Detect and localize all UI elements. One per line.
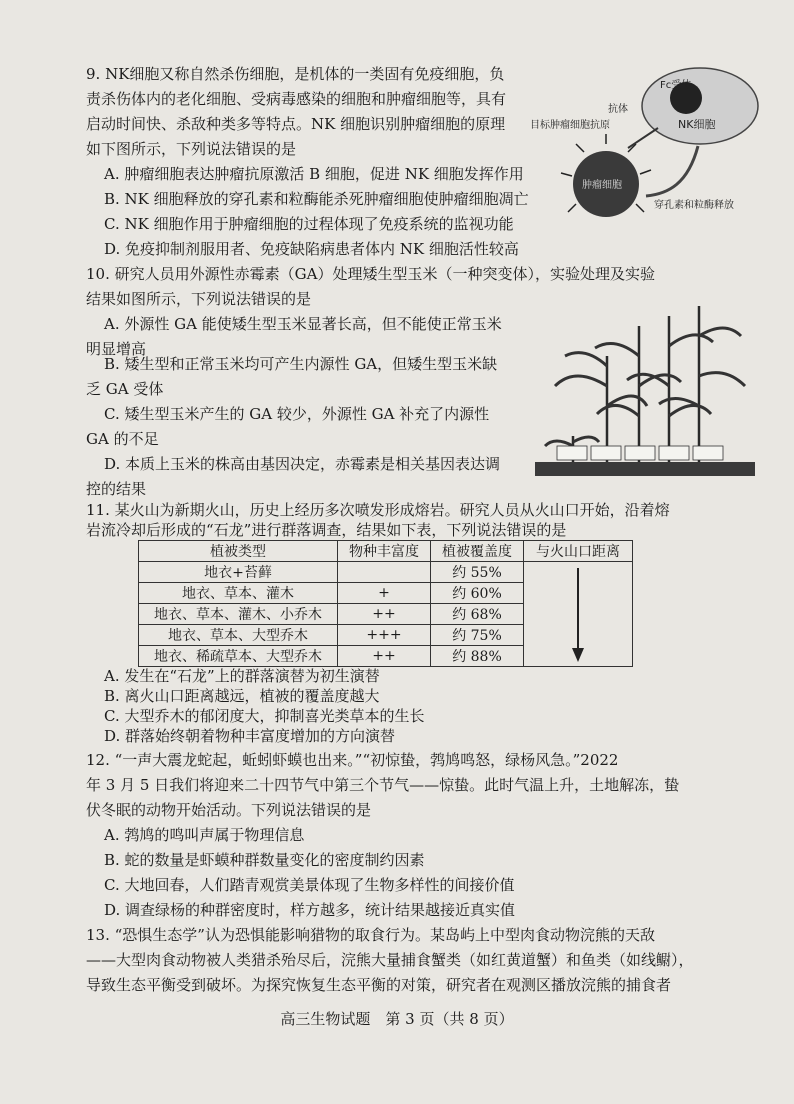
antibody-line bbox=[628, 128, 658, 148]
q10-option-d: D. 本质上玉米的株高由基因决定，赤霉素是相关基因表达调 bbox=[104, 455, 501, 473]
q10-option-b-cont: 乏 GA 受体 bbox=[86, 380, 164, 398]
corn-plants-figure bbox=[535, 296, 755, 482]
ground bbox=[535, 462, 755, 476]
cell-coverage: 约 88% bbox=[431, 646, 524, 667]
pot-labels bbox=[557, 446, 723, 460]
cell-coverage: 约 60% bbox=[431, 583, 524, 604]
q12-option-a: A. 鹁鸠的鸣叫声属于物理信息 bbox=[104, 826, 305, 844]
q9-line-2: 责杀伤体内的老化细胞、受病毒感染的细胞和肿瘤细胞等，具有 bbox=[86, 90, 507, 108]
cell-type: 地衣、稀疏草本、大型乔木 bbox=[139, 646, 338, 667]
q10-option-a: A. 外源性 GA 能使矮生型玉米显著长高，但不能使正常玉米 bbox=[104, 315, 502, 333]
q9-line-4: 如下图所示，下列说法错误的是 bbox=[86, 140, 297, 158]
cell-type: 地衣、草本、大型乔木 bbox=[139, 625, 338, 646]
q11-line-1: 11. 某火山为新期火山，历史上经历多次喷发形成熔岩。研究人员从火山口开始，沿着熔 bbox=[86, 501, 670, 519]
q12-option-c: C. 大地回春，人们踏青观赏美景体现了生物多样性的间接价值 bbox=[104, 876, 515, 894]
header-coverage: 植被覆盖度 bbox=[431, 541, 524, 562]
q11-option-c: C. 大型乔木的郁闭度大，抑制喜光类草本的生长 bbox=[104, 707, 425, 725]
cell-richness: ++ bbox=[338, 604, 431, 625]
q10-option-c-cont: GA 的不足 bbox=[86, 430, 159, 448]
cell-coverage: 约 68% bbox=[431, 604, 524, 625]
header-vegetation-type: 植被类型 bbox=[139, 541, 338, 562]
q9-option-a: A. 肿瘤细胞表达肿瘤抗原激活 B 细胞，促进 NK 细胞发挥作用 bbox=[104, 165, 524, 183]
q11-option-d: D. 群落始终朝着物种丰富度增加的方向演替 bbox=[104, 727, 396, 745]
cell-type: 地衣+苔藓 bbox=[139, 562, 338, 583]
q12-option-b: B. 蛇的数量是虾蟆种群数量变化的密度制约因素 bbox=[104, 851, 425, 869]
cell-coverage: 约 55% bbox=[431, 562, 524, 583]
q11-option-b: B. 离火山口距离越远，植被的覆盖度越大 bbox=[104, 687, 380, 705]
table-row bbox=[139, 562, 633, 583]
nk-cell-label: NK细胞 bbox=[678, 118, 716, 131]
cell-type: 地衣、草本、灌木、小乔木 bbox=[139, 604, 338, 625]
q9-line-3: 启动时间快、杀敌种类多等特点。NK 细胞识别肿瘤细胞的原理 bbox=[86, 115, 506, 133]
distance-arrow-cell bbox=[524, 562, 633, 667]
vegetation-table bbox=[138, 540, 633, 667]
antibody-label: 抗体 bbox=[608, 104, 628, 115]
page-footer: 高三生物试题 第 3 页（共 8 页） bbox=[280, 1010, 514, 1028]
q12-line-2: 年 3 月 5 日我们将迎来二十四节气中第三个节气——惊蛰。此时气温上升，土地解冻，蛰 bbox=[86, 776, 680, 794]
q12-line-3: 伏冬眠的动物开始活动。下列说法错误的是 bbox=[86, 801, 372, 819]
fe-receptor-label: Fc受体 bbox=[660, 80, 692, 91]
corn-leaves bbox=[545, 328, 745, 446]
cell-richness: + bbox=[338, 583, 431, 604]
tumor-cell-label: 肿瘤细胞 bbox=[582, 180, 622, 191]
q13-line-1: 13. “恐惧生态学”认为恐惧能影响猎物的取食行为。某岛屿上中型肉食动物浣熊的天敌 bbox=[86, 926, 655, 944]
cell-type: 地衣、草本、灌木 bbox=[139, 583, 338, 604]
q10-option-a-cont: 明显增高 bbox=[86, 340, 147, 358]
q9-option-c: C. NK 细胞作用于肿瘤细胞的过程体现了免疫系统的监视功能 bbox=[104, 215, 514, 233]
q13-line-3: 导致生态平衡受到破坏。为探究恢复生态平衡的对策，研究者在观测区播放浣熊的捕食者 bbox=[86, 976, 672, 994]
down-arrow-icon bbox=[568, 564, 588, 664]
release-arrow bbox=[646, 146, 698, 196]
q9-option-d: D. 免疫抑制剂服用者、免疫缺陷病患者体内 NK 细胞活性较高 bbox=[104, 240, 519, 258]
q13-line-2: ——大型肉食动物被人类猎杀殆尽后，浣熊大量捕食蟹类（如红黄道蟹）和鱼类（如线鳚）， bbox=[86, 951, 694, 969]
cell-richness: +++ bbox=[338, 625, 431, 646]
cell-richness bbox=[338, 562, 431, 583]
cell-richness: ++ bbox=[338, 646, 431, 667]
cell-coverage: 约 75% bbox=[431, 625, 524, 646]
q10-option-d-cont: 控的结果 bbox=[86, 480, 147, 498]
header-distance: 与火山口距离 bbox=[524, 541, 633, 562]
q10-line-1: 10. 研究人员用外源性赤霉素（GA）处理矮生型玉米（一种突变体），实验处理及实验 bbox=[86, 265, 655, 283]
q10-option-b: B. 矮生型和正常玉米均可产生内源性 GA，但矮生型玉米缺 bbox=[104, 355, 498, 373]
q10-option-c: C. 矮生型玉米产生的 GA 较少，外源性 GA 补充了内源性 bbox=[104, 405, 490, 423]
table-header-row bbox=[139, 541, 633, 562]
nk-cell-figure bbox=[528, 64, 784, 220]
q12-line-1: 12. “一声大震龙蛇起，蚯蚓虾蟆也出来。”“初惊蛰，鹁鸠鸣怒，绿杨风急。”2022 bbox=[86, 751, 619, 769]
q11-line-2: 岩流冷却后形成的“石龙”进行群落调查，结果如下表，下列说法错误的是 bbox=[86, 521, 567, 539]
q10-line-2: 结果如图所示，下列说法错误的是 bbox=[86, 290, 312, 308]
q12-option-d: D. 调查绿杨的种群密度时，样方越多，统计结果越接近真实值 bbox=[104, 901, 516, 919]
header-species-richness: 物种丰富度 bbox=[338, 541, 431, 562]
release-label: 穿孔素和粒酶释放 bbox=[654, 200, 734, 211]
target-antigen-label: 目标肿瘤细胞抗原 bbox=[530, 120, 610, 131]
q9-option-b: B. NK 细胞释放的穿孔素和粒酶能杀死肿瘤细胞使肿瘤细胞凋亡 bbox=[104, 190, 529, 208]
q11-option-a: A. 发生在“石龙”上的群落演替为初生演替 bbox=[104, 667, 380, 685]
q9-line-1: 9. NK细胞又称自然杀伤细胞，是机体的一类固有免疫细胞，负 bbox=[86, 65, 505, 83]
